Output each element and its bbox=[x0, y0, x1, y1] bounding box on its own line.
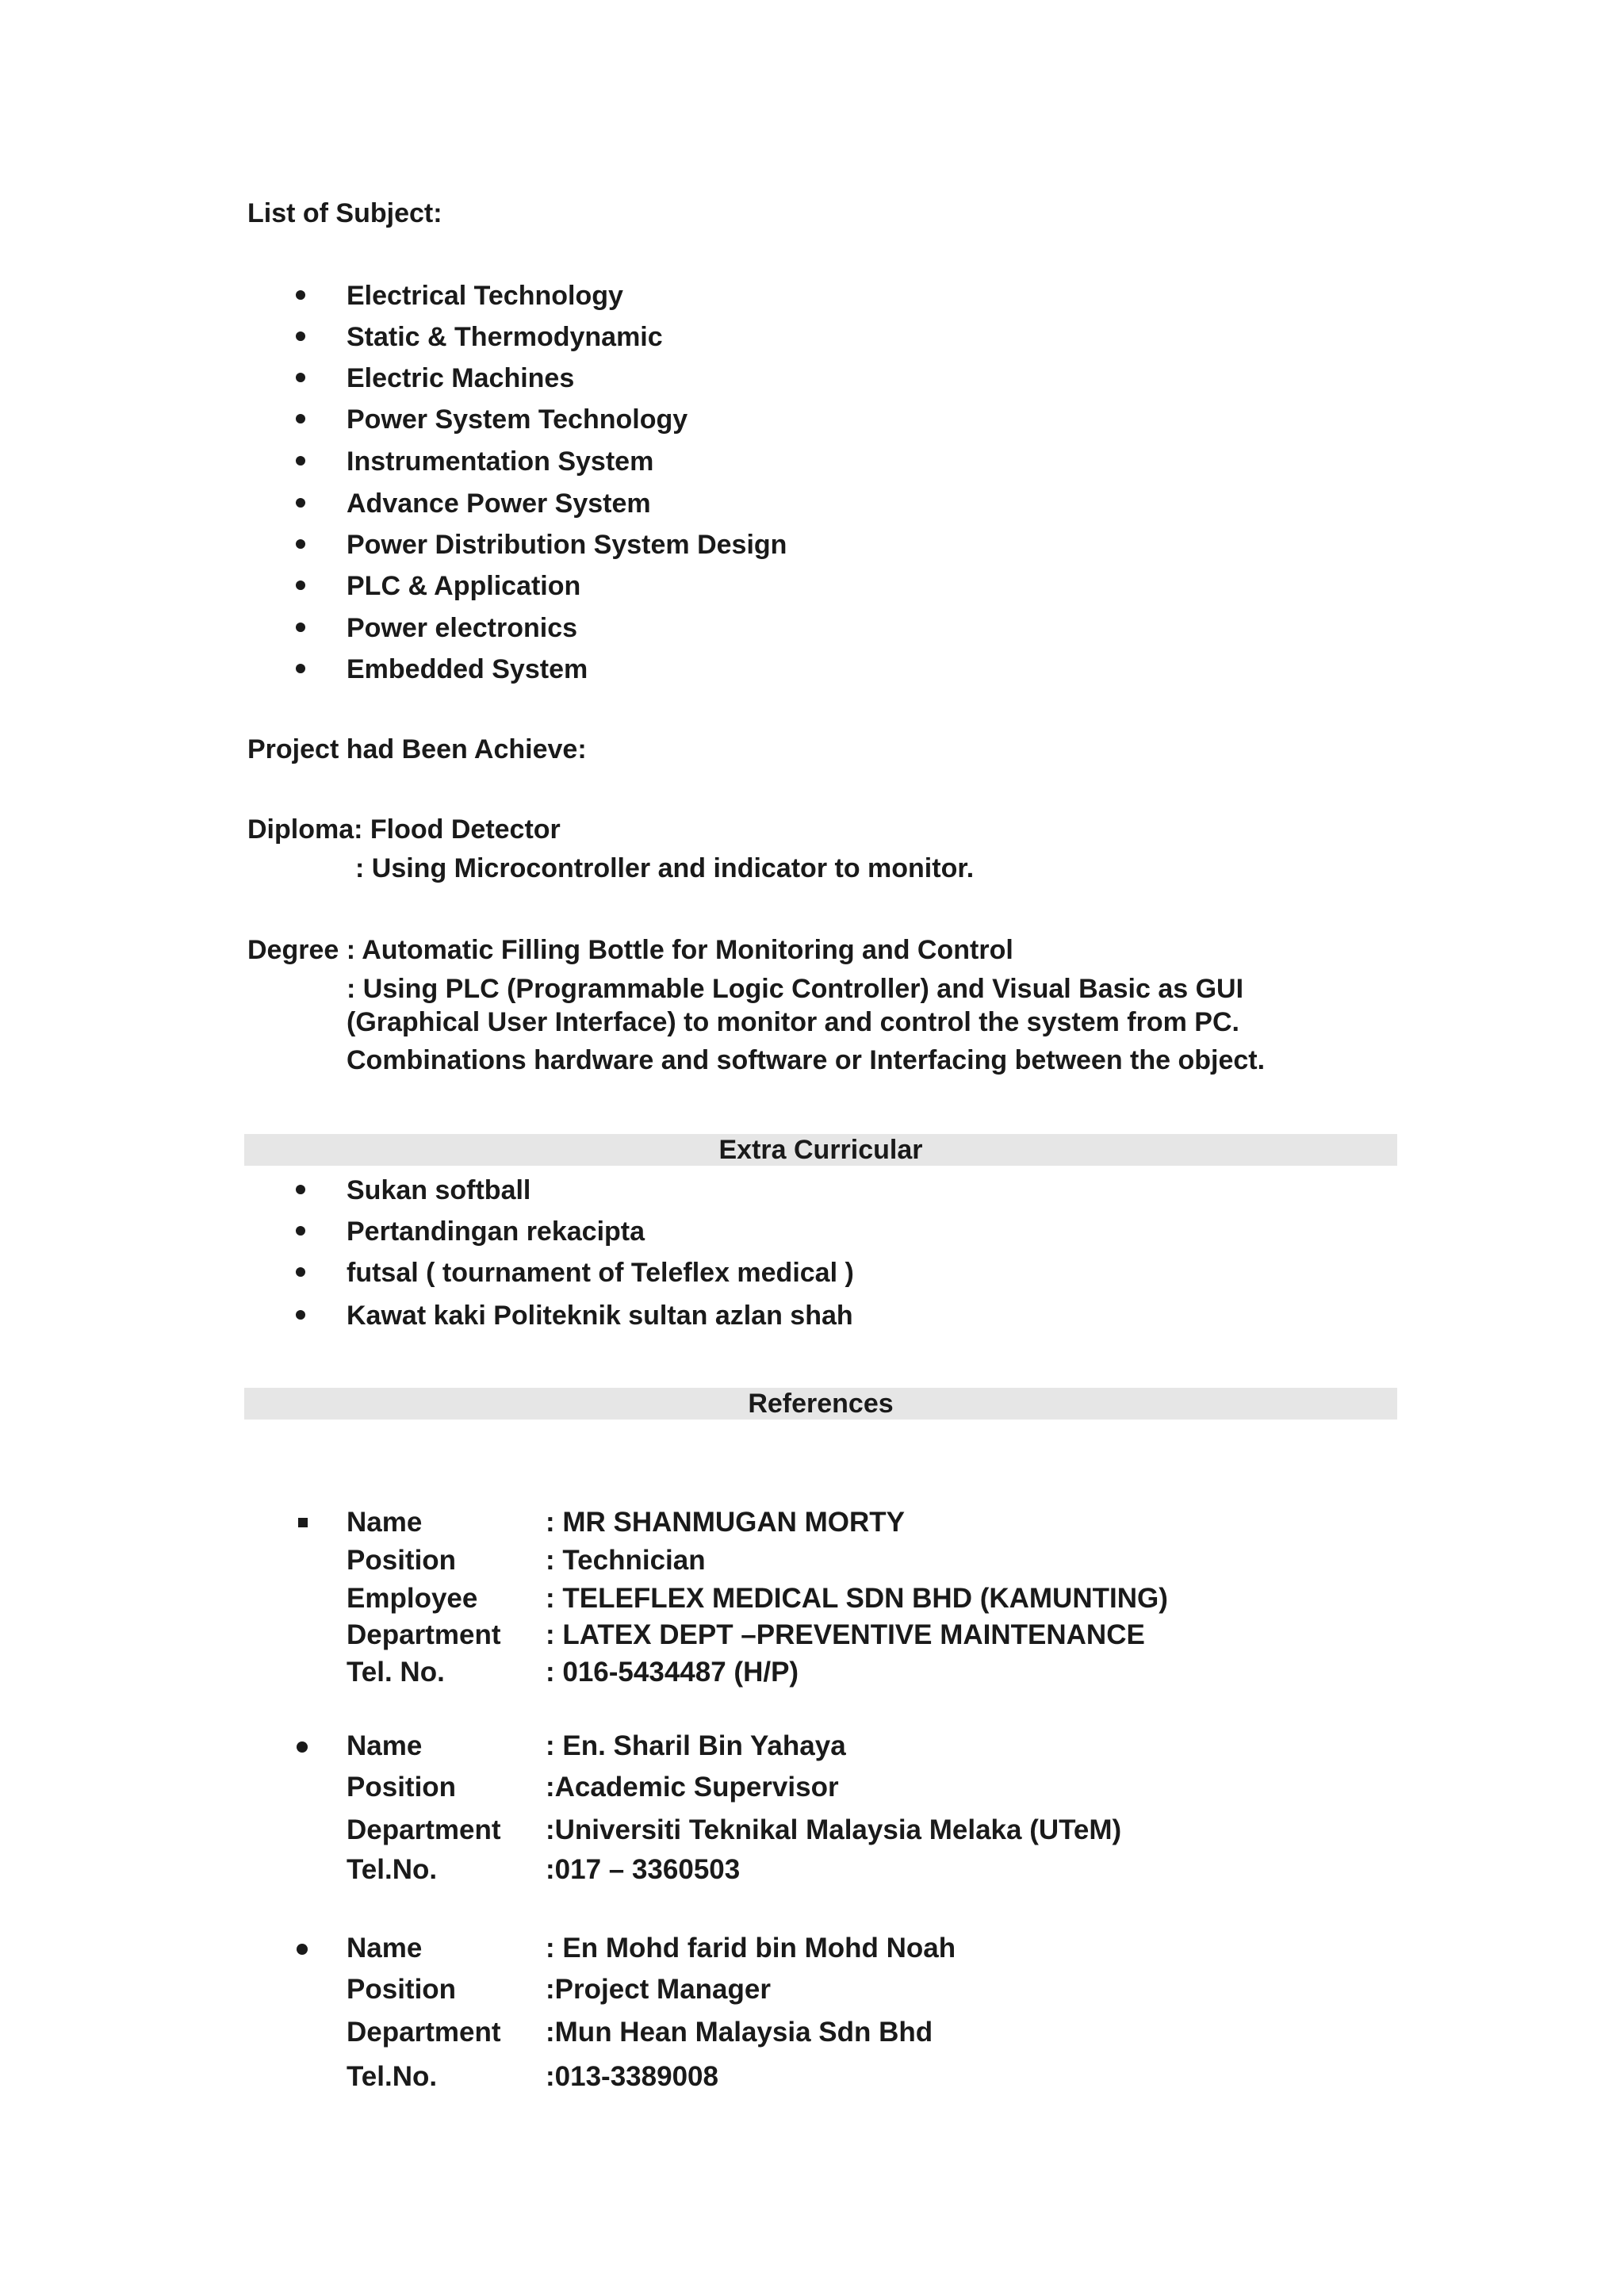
diploma-description: : Using Microcontroller and indicator to monitor. bbox=[355, 853, 975, 883]
reference-row: Position :Project Manager bbox=[347, 1974, 771, 2005]
reference-row: Position :Academic Supervisor bbox=[347, 1772, 839, 1803]
bullet-icon bbox=[296, 456, 305, 466]
bullet-icon bbox=[296, 664, 305, 673]
bullet-icon bbox=[296, 580, 305, 590]
bullet-icon bbox=[296, 623, 305, 632]
bullet-icon bbox=[296, 290, 305, 300]
reference-row: Department :Mun Hean Malaysia Sdn Bhd bbox=[347, 2017, 933, 2048]
extra-curricular-heading: Extra Curricular bbox=[718, 1135, 923, 1165]
bullet-icon bbox=[296, 539, 305, 549]
degree-title: Degree : Automatic Filling Bottle for Monitoring and Control bbox=[247, 935, 1013, 965]
references-heading: References bbox=[748, 1389, 894, 1419]
reference-row: Tel. No. : 016-5434487 (H/P) bbox=[347, 1657, 799, 1688]
bullet-icon bbox=[296, 498, 305, 508]
bullet-icon bbox=[296, 373, 305, 382]
bullet-icon bbox=[296, 1185, 305, 1194]
degree-description-line: Combinations hardware and software or Interfacing between the object. bbox=[347, 1045, 1266, 1075]
diploma-title: Diploma: Flood Detector bbox=[247, 814, 561, 845]
bullet-icon bbox=[296, 414, 305, 423]
subjects-heading: List of Subject: bbox=[247, 198, 442, 228]
reference-row: Name : En. Sharil Bin Yahaya bbox=[347, 1730, 846, 1761]
reference-row: Employee : TELEFLEX MEDICAL SDN BHD (KAMUNTING) bbox=[347, 1583, 1168, 1614]
projects-heading: Project had Been Achieve: bbox=[247, 734, 587, 764]
reference-row: Tel.No. :017 – 3360503 bbox=[347, 1854, 741, 1885]
reference-row: Department :Universiti Teknikal Malaysia Melaka (UTeM) bbox=[347, 1814, 1122, 1845]
extra-curricular-header-band bbox=[244, 1134, 1397, 1166]
reference-row: Position : Technician bbox=[347, 1545, 706, 1576]
reference-row: Name : En Mohd farid bin Mohd Noah bbox=[347, 1933, 956, 1964]
bullet-icon bbox=[296, 1310, 305, 1320]
reference-row: Tel.No. :013-3389008 bbox=[347, 2061, 718, 2092]
degree-description-line: : Using PLC (Programmable Logic Controller) and Visual Basic as GUI bbox=[347, 974, 1244, 1004]
reference-row: Department : LATEX DEPT –PREVENTIVE MAINTENANCE bbox=[347, 1619, 1145, 1650]
references-header-band bbox=[244, 1388, 1397, 1420]
bullet-icon bbox=[296, 1267, 305, 1277]
reference-row: Name : MR SHANMUGAN MORTY bbox=[347, 1507, 906, 1538]
resume-page: List of Subject: Electrical Technology Static & Thermodynamic Electric Machines Power System Technology Instrumentation System Advance Power System Power Distribution System Design PLC & Application Power electronics Embedded System Project had Been Achieve: Diploma: Flood Detector : Using Microcontroller and indicator to monitor. Degree : Automatic Filling Bottle for Monitoring and Control : Using PLC (Programmable Logic Controller) and Visual Basic as GUI (Graphical User Interface) to monitor and control the system from PC. Combinations hardware and software or Interfacing between the object. Extra Curricular Sukan softball Pertandingan rekacipta futsal ( tournament of Teleflex medical ) Kawat kaki Politeknik sultan azlan shah References Name : MR SHANMUGAN MORTY Position : Technician Employee : TELEFLEX MEDICAL SDN BHD (KAMUNTING) Department : LATEX DEPT –PREVENTIVE MAINTENANCE Tel. No. : 016-5434487 (H/P) Name : En. Sharil Bin Yahaya Position :Academic Supervisor Department :Universiti Teknikal Malaysia Melaka (UTeM) Tel.No. :017 – 3360503 Name : En Mohd farid bin Mohd Noah Position :Project Manager Department :Mun Hean Malaysia Sdn Bhd Tel.No. :013-3389008 bbox=[0, 0, 1624, 2295]
degree-description-line: (Graphical User Interface) to monitor and control the system from PC. bbox=[347, 1007, 1239, 1037]
bullet-icon bbox=[296, 331, 305, 341]
bullet-icon bbox=[296, 1226, 305, 1236]
